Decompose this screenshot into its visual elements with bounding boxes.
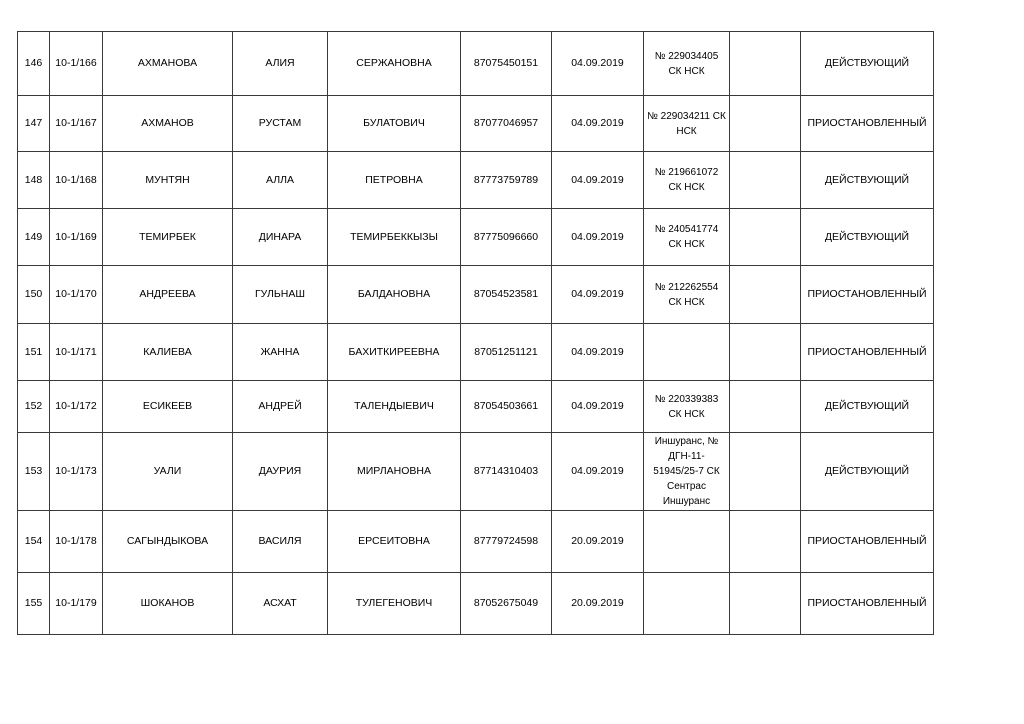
- first-name-cell: РУСТАМ: [233, 96, 328, 152]
- insurance-policy-cell: [644, 573, 730, 635]
- status-cell: ПРИОСТАНОВЛЕННЫЙ: [801, 324, 934, 381]
- registration-number-cell: 10-1/178: [50, 511, 103, 573]
- first-name-cell: АЛИЯ: [233, 32, 328, 96]
- surname-cell: УАЛИ: [103, 433, 233, 511]
- empty-cell: [730, 209, 801, 266]
- status-cell: ПРИОСТАНОВЛЕННЫЙ: [801, 266, 934, 324]
- date-cell: 04.09.2019: [552, 152, 644, 209]
- row-number-cell: 153: [18, 433, 50, 511]
- insurance-policy-cell: № 220339383 СК НСК: [644, 381, 730, 433]
- surname-cell: ШОКАНОВ: [103, 573, 233, 635]
- phone-cell: 87052675049: [461, 573, 552, 635]
- table-row: [18, 32, 934, 96]
- phone-cell: 87054523581: [461, 266, 552, 324]
- first-name-cell: АСХАТ: [233, 573, 328, 635]
- registration-number-cell: 10-1/167: [50, 96, 103, 152]
- empty-cell: [730, 511, 801, 573]
- empty-cell: [730, 433, 801, 511]
- patronymic-cell: БУЛАТОВИЧ: [328, 96, 461, 152]
- patronymic-cell: ТАЛЕНДЫЕВИЧ: [328, 381, 461, 433]
- table-row: [18, 209, 934, 266]
- insurance-policy-cell: № 229034405 СК НСК: [644, 32, 730, 96]
- surname-cell: АНДРЕЕВА: [103, 266, 233, 324]
- status-cell: ДЕЙСТВУЮЩИЙ: [801, 209, 934, 266]
- insurance-policy-cell: № 240541774 СК НСК: [644, 209, 730, 266]
- insurance-policy-cell: № 212262554 СК НСК: [644, 266, 730, 324]
- date-cell: 04.09.2019: [552, 266, 644, 324]
- table-row: [18, 381, 934, 433]
- patronymic-cell: ПЕТРОВНА: [328, 152, 461, 209]
- first-name-cell: ДАУРИЯ: [233, 433, 328, 511]
- status-cell: ПРИОСТАНОВЛЕННЫЙ: [801, 573, 934, 635]
- row-number-cell: 147: [18, 96, 50, 152]
- row-number-cell: 146: [18, 32, 50, 96]
- registration-number-cell: 10-1/169: [50, 209, 103, 266]
- registration-number-cell: 10-1/168: [50, 152, 103, 209]
- status-cell: ПРИОСТАНОВЛЕННЫЙ: [801, 511, 934, 573]
- row-number-cell: 149: [18, 209, 50, 266]
- date-cell: 04.09.2019: [552, 209, 644, 266]
- insurance-policy-cell: [644, 324, 730, 381]
- patronymic-cell: ТЕМИРБЕККЫЗЫ: [328, 209, 461, 266]
- row-number-cell: 152: [18, 381, 50, 433]
- insurance-policy-cell: № 219661072 СК НСК: [644, 152, 730, 209]
- patronymic-cell: ЕРСЕИТОВНА: [328, 511, 461, 573]
- phone-cell: 87775096660: [461, 209, 552, 266]
- phone-cell: 87054503661: [461, 381, 552, 433]
- registration-number-cell: 10-1/171: [50, 324, 103, 381]
- registration-number-cell: 10-1/170: [50, 266, 103, 324]
- table-row: [18, 96, 934, 152]
- status-cell: ДЕЙСТВУЮЩИЙ: [801, 381, 934, 433]
- registry-table: [17, 31, 934, 635]
- phone-cell: 87051251121: [461, 324, 552, 381]
- empty-cell: [730, 152, 801, 209]
- first-name-cell: ВАСИЛЯ: [233, 511, 328, 573]
- date-cell: 04.09.2019: [552, 96, 644, 152]
- surname-cell: АХМАНОВА: [103, 32, 233, 96]
- table-row: [18, 511, 934, 573]
- patronymic-cell: ТУЛЕГЕНОВИЧ: [328, 573, 461, 635]
- row-number-cell: 155: [18, 573, 50, 635]
- row-number-cell: 150: [18, 266, 50, 324]
- table-row: [18, 573, 934, 635]
- table-row: [18, 152, 934, 209]
- table-body: [18, 32, 934, 635]
- empty-cell: [730, 96, 801, 152]
- registration-number-cell: 10-1/172: [50, 381, 103, 433]
- phone-cell: 87075450151: [461, 32, 552, 96]
- row-number-cell: 148: [18, 152, 50, 209]
- date-cell: 04.09.2019: [552, 381, 644, 433]
- empty-cell: [730, 266, 801, 324]
- date-cell: 20.09.2019: [552, 573, 644, 635]
- surname-cell: АХМАНОВ: [103, 96, 233, 152]
- empty-cell: [730, 324, 801, 381]
- table-row: [18, 324, 934, 381]
- empty-cell: [730, 573, 801, 635]
- patronymic-cell: БАХИТКИРЕЕВНА: [328, 324, 461, 381]
- first-name-cell: ГУЛЬНАШ: [233, 266, 328, 324]
- date-cell: 04.09.2019: [552, 324, 644, 381]
- surname-cell: САГЫНДЫКОВА: [103, 511, 233, 573]
- insurance-policy-cell: Иншуранс, № ДГН-11-51945/25-7 СК Сентрас Иншуранс: [644, 433, 730, 511]
- insurance-policy-cell: № 229034211 СК НСК: [644, 96, 730, 152]
- date-cell: 20.09.2019: [552, 511, 644, 573]
- row-number-cell: 154: [18, 511, 50, 573]
- patronymic-cell: МИРЛАНОВНА: [328, 433, 461, 511]
- phone-cell: 87714310403: [461, 433, 552, 511]
- row-number-cell: 151: [18, 324, 50, 381]
- table-row: [18, 433, 934, 511]
- first-name-cell: АЛЛА: [233, 152, 328, 209]
- surname-cell: МУНТЯН: [103, 152, 233, 209]
- empty-cell: [730, 381, 801, 433]
- insurance-policy-cell: [644, 511, 730, 573]
- status-cell: ПРИОСТАНОВЛЕННЫЙ: [801, 96, 934, 152]
- surname-cell: КАЛИЕВА: [103, 324, 233, 381]
- date-cell: 04.09.2019: [552, 32, 644, 96]
- phone-cell: 87077046957: [461, 96, 552, 152]
- empty-cell: [730, 32, 801, 96]
- date-cell: 04.09.2019: [552, 433, 644, 511]
- patronymic-cell: БАЛДАНОВНА: [328, 266, 461, 324]
- first-name-cell: АНДРЕЙ: [233, 381, 328, 433]
- registration-number-cell: 10-1/173: [50, 433, 103, 511]
- status-cell: ДЕЙСТВУЮЩИЙ: [801, 32, 934, 96]
- first-name-cell: ДИНАРА: [233, 209, 328, 266]
- registration-number-cell: 10-1/179: [50, 573, 103, 635]
- patronymic-cell: СЕРЖАНОВНА: [328, 32, 461, 96]
- surname-cell: ТЕМИРБЕК: [103, 209, 233, 266]
- phone-cell: 87773759789: [461, 152, 552, 209]
- surname-cell: ЕСИКЕЕВ: [103, 381, 233, 433]
- registration-number-cell: 10-1/166: [50, 32, 103, 96]
- first-name-cell: ЖАННА: [233, 324, 328, 381]
- status-cell: ДЕЙСТВУЮЩИЙ: [801, 433, 934, 511]
- status-cell: ДЕЙСТВУЮЩИЙ: [801, 152, 934, 209]
- phone-cell: 87779724598: [461, 511, 552, 573]
- table-row: [18, 266, 934, 324]
